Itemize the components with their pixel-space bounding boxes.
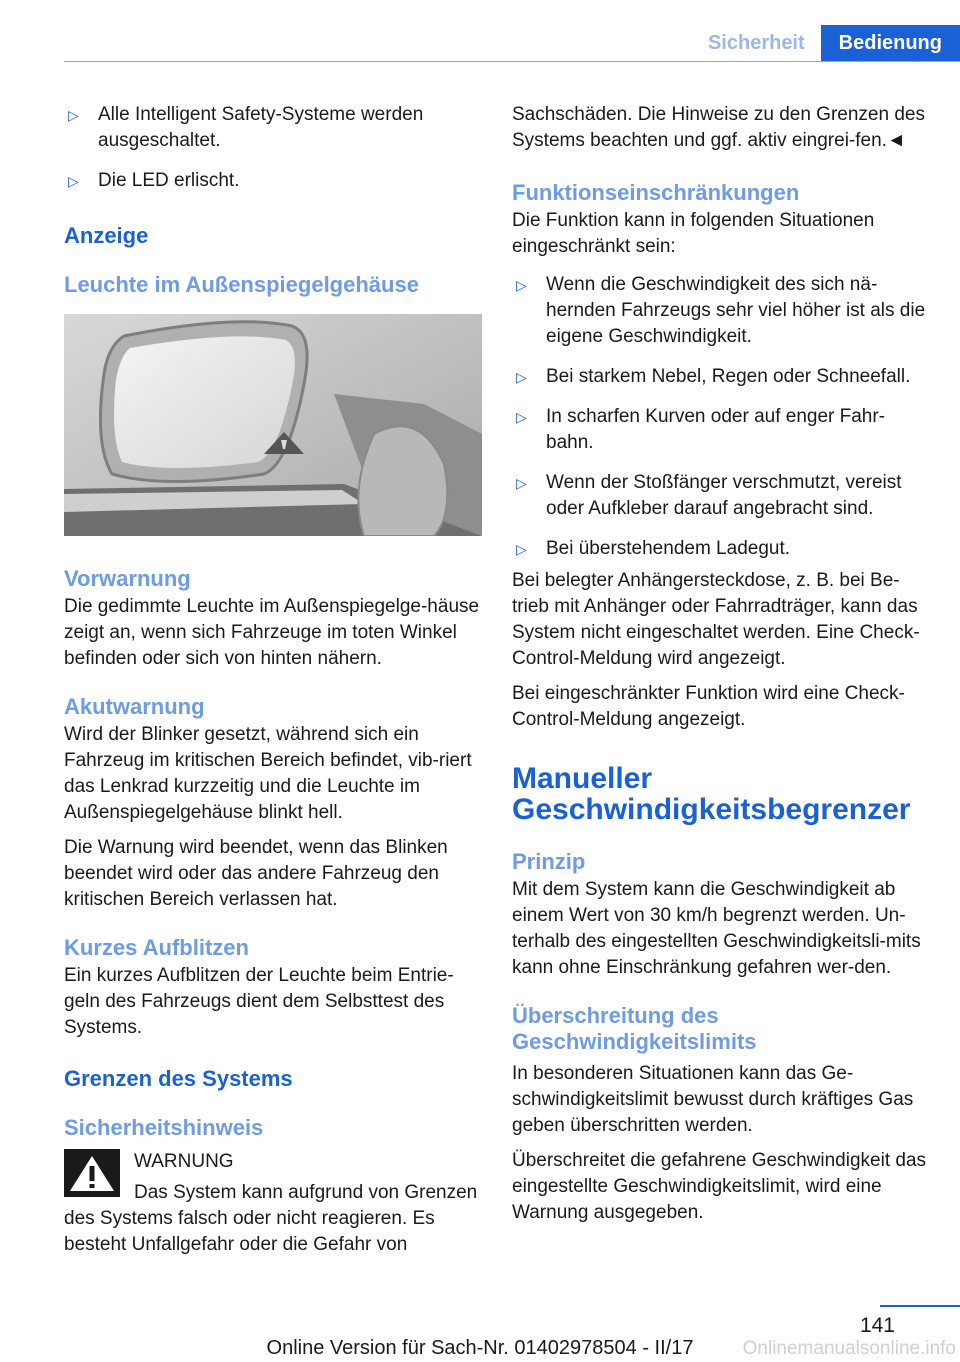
triangle-bullet-icon: ▷ <box>516 369 527 385</box>
paragraph-ueberschreitung-1: In besonderen Situationen kann das Ge‐schwindigkeitslimit bewusst durch kräftiges Gas geben überschritten werden. <box>512 1063 914 1136</box>
list-item <box>64 102 482 154</box>
triangle-bullet-icon: ▷ <box>516 475 527 491</box>
paragraph-continued: Sachschäden. Die Hinweise zu den Grenzen des Systems beachten und ggf. aktiv eingrei‐fen.◄ <box>512 104 925 151</box>
tab-bedienung[interactable]: Bedienung <box>821 25 960 62</box>
warning-box <box>64 1149 482 1206</box>
triangle-bullet-icon: ▷ <box>68 173 79 189</box>
paragraph-prinzip: Mit dem System kann die Geschwindigkeit ab einem Wert von 30 km/h begrenzt werden. Un‐terhalb des eingestellten Geschwindigkeitsli‐mits kann ohne Einschränkung gefahren wer‐den. <box>512 879 921 978</box>
heading-vorwarnung: Vorwarnung <box>64 566 191 591</box>
paragraph-eingeschraenkt: Bei eingeschränkter Funktion wird eine Check-Control-Meldung angezeigt. <box>512 683 905 730</box>
triangle-bullet-icon: ▷ <box>516 277 527 293</box>
list-item-text: Die LED erlischt. <box>98 170 240 191</box>
list-item <box>512 404 930 456</box>
heading-grenzen: Grenzen des Systems <box>64 1066 293 1091</box>
list-item <box>512 272 930 350</box>
list-item-text: Alle Intelligent Safety-Systeme werden ausgeschaltet. <box>98 104 424 151</box>
heading-funktionseinschraenkungen: Funktionseinschränkungen <box>512 180 800 205</box>
paragraph-vorwarnung: Die gedimmte Leuchte im Außenspiegelge‐häuse zeigt an, wenn sich Fahrzeuge im toten Winkel befinden oder sich von hinten nähern. <box>64 596 480 669</box>
triangle-bullet-icon: ▷ <box>516 541 527 557</box>
list-item <box>512 470 930 522</box>
triangle-bullet-icon: ▷ <box>516 409 527 425</box>
list-item <box>64 168 482 194</box>
page-number: 141 <box>859 1314 895 1337</box>
paragraph-akutwarnung-1: Wird der Blinker gesetzt, während sich ein Fahrzeug im kritischen Bereich befindet, vib‐riert das Lenkrad kurzzeitig und die Leuchte im Außenspiegelgehäuse blinkt hell. <box>64 724 472 823</box>
right-column <box>512 102 930 1235</box>
paragraph-funktion: Die Funktion kann in folgenden Situationen eingeschränkt sein: <box>512 210 875 257</box>
header-tabs <box>692 25 960 62</box>
mirror-illustration <box>64 314 482 536</box>
heading-ueberschreitung: Überschreitung des Geschwindigkeitslimits <box>512 1003 757 1054</box>
list-item-text: Bei starkem Nebel, Regen oder Schneefall. <box>546 366 911 387</box>
heading-prinzip: Prinzip <box>512 849 586 874</box>
paragraph-anhaenger: Bei belegter Anhängersteckdose, z. B. bei Be‐trieb mit Anhänger oder Fahrradträger, kann das System nicht eingeschaltet werden. Eine Check-Control-Meldung wird angezeigt. <box>512 570 920 669</box>
list-item <box>512 364 930 390</box>
paragraph-akutwarnung-2: Die Warnung wird beendet, wenn das Blinken beendet wird oder das andere Fahrzeug den kritischen Bereich verlassen hat. <box>64 837 448 910</box>
heading-akutwarnung: Akutwarnung <box>64 694 205 719</box>
list-item-text: In scharfen Kurven oder auf enger Fahr‐bahn. <box>546 406 886 453</box>
header-rule <box>64 61 960 62</box>
paragraph-ueberschreitung-2: Überschreitet die gefahrene Geschwindigkeit das eingestellte Geschwindigkeitslimit, wird eine Warnung ausgegeben. <box>512 1150 927 1223</box>
footer-rule <box>880 1305 960 1307</box>
warning-line-1: Das System kann aufgrund von Grenzen <box>134 1182 478 1203</box>
heading-manueller-geschwindigkeitsbegrenzer: Manueller Geschwindigkeitsbegrenzer <box>512 762 911 826</box>
list-item-text: Wenn der Stoßfänger verschmutzt, vereist oder Aufkleber darauf angebracht sind. <box>546 472 902 519</box>
warning-title: WARNUNG <box>134 1151 234 1172</box>
warning-triangle-icon <box>64 1149 120 1197</box>
heading-sicherheitshinweis: Sicherheitshinweis <box>64 1115 264 1140</box>
triangle-bullet-icon: ▷ <box>68 107 79 123</box>
left-column <box>64 102 482 1258</box>
heading-anzeige: Anzeige <box>64 223 149 248</box>
watermark: Onlinemanualsonline.info <box>742 1338 956 1359</box>
list-item-text: Bei überstehendem Ladegut. <box>546 538 791 559</box>
paragraph-aufblitzen: Ein kurzes Aufblitzen der Leuchte beim Entrie‐geln des Fahrzeugs dient dem Selbsttest des Systems. <box>64 965 454 1038</box>
warning-text: des Systems falsch oder nicht reagieren. Es besteht Unfallgefahr oder die Gefahr von <box>64 1208 435 1255</box>
tab-sicherheit[interactable]: Sicherheit <box>692 25 821 62</box>
list-item-text: Wenn die Geschwindigkeit des sich nä‐hernden Fahrzeugs sehr viel höher ist als die eigene Geschwindigkeit. <box>546 274 926 347</box>
heading-kurzes-aufblitzen: Kurzes Aufblitzen <box>64 935 249 960</box>
heading-leuchte: Leuchte im Außenspiegelgehäuse <box>64 272 419 297</box>
online-version-text: Online Version für Sach-Nr. 01402978504 - II/17 <box>266 1337 694 1359</box>
list-item <box>512 536 930 562</box>
